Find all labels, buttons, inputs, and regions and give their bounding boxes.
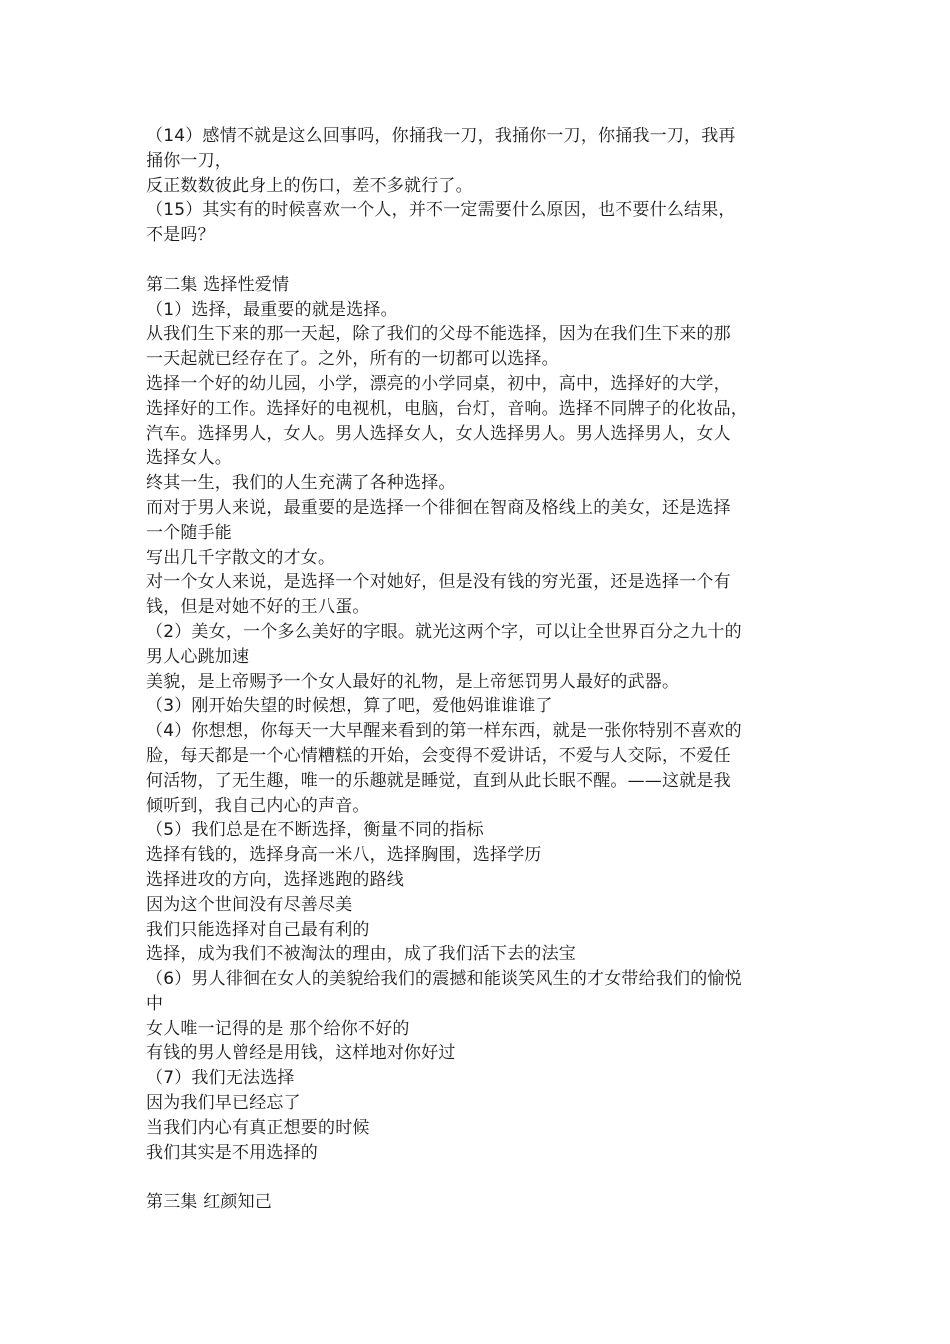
blank-line xyxy=(146,1165,810,1190)
text-line: （7）我们无法选择 xyxy=(146,1068,295,1089)
text-line: 不是吗？ xyxy=(146,225,215,246)
text-line: （2）美女，一个多么美好的字眼。就光这两个字，可以让全世界百分之九十的 xyxy=(146,621,742,642)
text-line: 捅你一刀， xyxy=(146,150,232,171)
text-line: 当我们内心有真正想要的时候 xyxy=(146,1117,370,1138)
text-line: 选择好的工作。选择好的电视机，电脑，台灯，音响。选择不同牌子的化妆品， xyxy=(146,398,748,419)
text-line: （15）其实有的时候喜欢一个人，并不一定需要什么原因，也不要什么结果， xyxy=(146,200,736,221)
text-line: 一个随手能 xyxy=(146,522,232,543)
text-line: 有钱的男人曾经是用钱，这样地对你好过 xyxy=(146,1043,456,1064)
text-line: 写出几千字散文的才女。 xyxy=(146,547,336,568)
text-line: 选择，成为我们不被淘汰的理由，成了我们活下去的法宝 xyxy=(146,944,576,965)
text-line: 选择女人。 xyxy=(146,448,232,469)
blank-line xyxy=(146,248,810,273)
text-line: 美貌，是上帝赐予一个女人最好的礼物，是上帝惩罚男人最好的武器。 xyxy=(146,671,680,692)
text-line: 男人心跳加速 xyxy=(146,646,250,667)
text-line: 选择有钱的，选择身高一米八，选择胸围，选择学历 xyxy=(146,845,542,866)
text-line: （5）我们总是在不断选择，衡量不同的指标 xyxy=(146,820,484,841)
text-line: （6）男人徘徊在女人的美貌给我们的震撼和能谈笑风生的才女带给我们的愉悦 xyxy=(146,969,742,990)
text-line: 我们只能选择对自己最有利的 xyxy=(146,919,370,940)
text-line: 反正数数彼此身上的伤口，差不多就行了。 xyxy=(146,175,473,196)
text-line: 而对于男人来说，最重要的是选择一个徘徊在智商及格线上的美女，还是选择 xyxy=(146,497,731,518)
document-body xyxy=(146,124,810,1215)
text-line: 一天起就已经存在了。之外，所有的一切都可以选择。 xyxy=(146,349,559,370)
text-line: 选择一个好的幼儿园，小学，漂亮的小学同桌，初中，高中，选择好的大学， xyxy=(146,373,731,394)
section-heading: 第三集 红颜知己 xyxy=(146,1192,273,1213)
text-line: 何活物，了无生趣，唯一的乐趣就是睡觉，直到从此长眠不醒。——这就是我 xyxy=(146,770,731,791)
text-line: 从我们生下来的那一天起，除了我们的父母不能选择，因为在我们生下来的那 xyxy=(146,324,731,345)
text-line: 脸，每天都是一个心情糟糕的开始，会变得不爱讲话，不爱与人交际，不爱任 xyxy=(146,745,731,766)
text-line: （3）刚开始失望的时候想，算了吧，爱他妈谁谁谁了 xyxy=(146,696,553,717)
text-line: 中 xyxy=(146,993,164,1014)
text-line: 因为这个世间没有尽善尽美 xyxy=(146,894,353,915)
section-heading: 第二集 选择性爱情 xyxy=(146,274,290,295)
text-line: 钱，但是对她不好的王八蛋。 xyxy=(146,597,370,618)
text-line: （4）你想想，你每天一大早醒来看到的第一样东西，就是一张你特别不喜欢的 xyxy=(146,721,742,742)
text-line: 汽车。选择男人，女人。男人选择女人，女人选择男人。男人选择男人，女人 xyxy=(146,423,731,444)
text-line: 选择进攻的方向，选择逃跑的路线 xyxy=(146,869,404,890)
text-line: （1）选择，最重要的就是选择。 xyxy=(146,299,398,320)
text-line: 女人唯一记得的是 那个给你不好的 xyxy=(146,1018,410,1039)
text-line: （14）感情不就是这么回事吗，你捅我一刀，我捅你一刀，你捅我一刀，我再 xyxy=(146,126,736,146)
text-line: 因为我们早已经忘了 xyxy=(146,1093,301,1114)
text-line: 我们其实是不用选择的 xyxy=(146,1142,318,1163)
text-line: 终其一生，我们的人生充满了各种选择。 xyxy=(146,473,456,494)
text-line: 对一个女人来说，是选择一个对她好，但是没有钱的穷光蛋，还是选择一个有 xyxy=(146,572,731,593)
text-line: 倾听到，我自己内心的声音。 xyxy=(146,795,370,816)
